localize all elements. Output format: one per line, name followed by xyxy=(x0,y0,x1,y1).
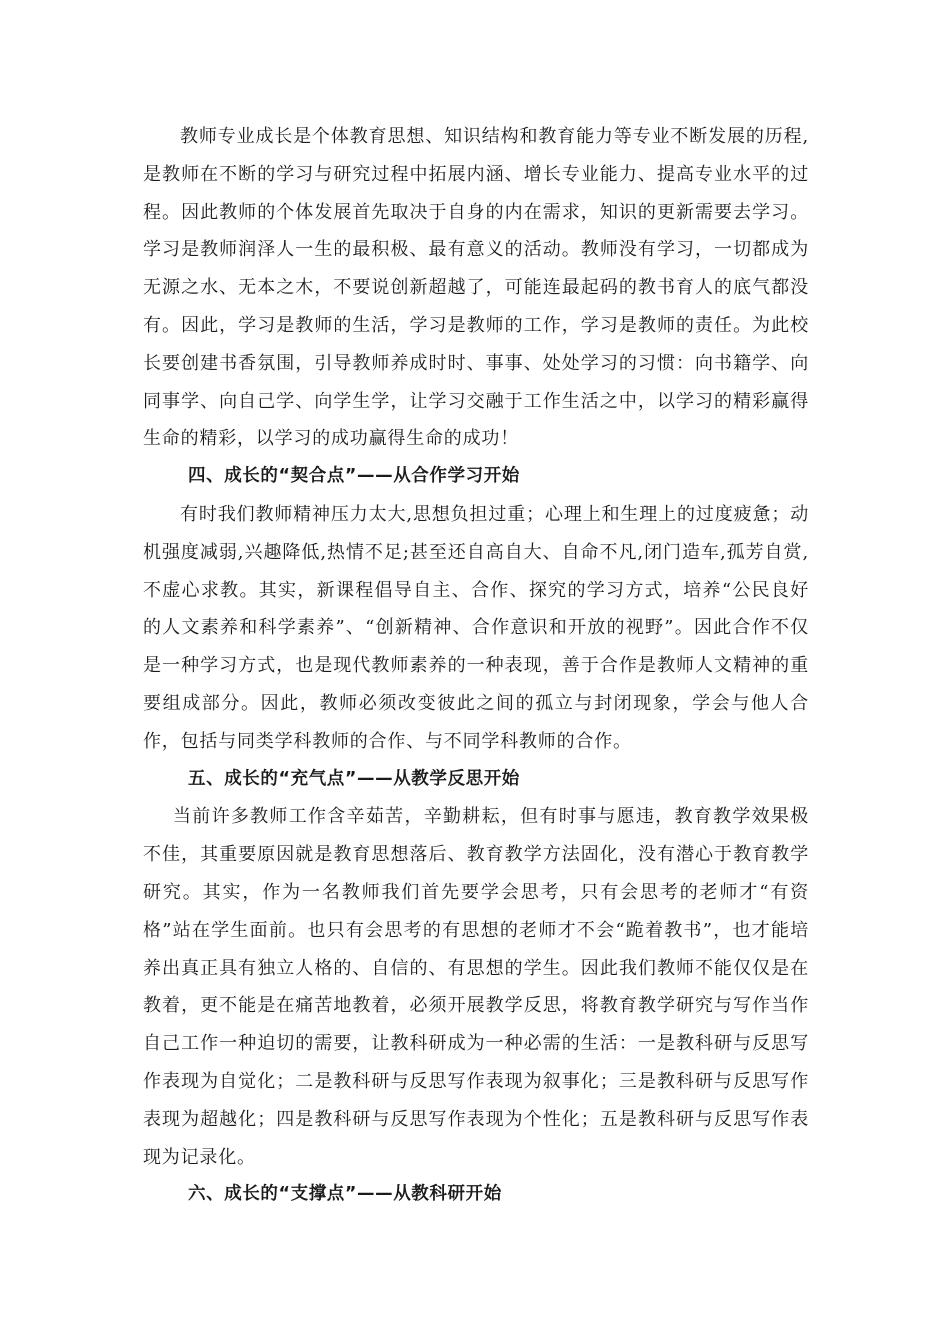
document-page xyxy=(143,118,809,1214)
body-paragraph: 有时我们教师精神压力太大,思想负担过重；心理上和生理上的过度疲惫；动机强度减弱,兴趣降低,热情不足;甚至还自高自大、自命不凡,闭门造车,孤芳自赏,不虚心求教。其实，新课程倡导自主、合作、探究的学习方式，培养“公民良好的人文素养和科学素养”、“创新精神、合作意识和开放的视野”。因此合作不仅是一种学习方式，也是现代教师素养的一种表现，善于合作是教师人文精神的重要组成部分。因此，教师必须改变彼此之间的孤立与封闭现象，学会与他人合作，包括与同类学科教师的合作、与不同学科教师的合作。 xyxy=(143,503,809,752)
body-paragraph: 教师专业成长是个体教育思想、知识结构和教育能力等专业不断发展的历程,是教师在不断的学习与研究过程中拓展内涵、增长专业能力、提高专业水平的过程。因此教师的个体发展首先取决于自身的内在需求，知识的更新需要去学习。学习是教师润泽人一生的最积极、最有意义的活动。教师没有学习，一切都成为无源之水、无本之木，不要说创新超越了，可能连最起码的教书育人的底气都没有。因此，学习是教师的生活，学习是教师的工作，学习是教师的责任。为此校长要创建书香氛围，引导教师养成时时、事事、处处学习的习惯：向书籍学、向同事学、向自己学、向学生学，让学习交融于工作生活之中，以学习的精彩赢得生命的精彩，以学习的成功赢得生命的成功！ xyxy=(143,126,809,450)
section-heading: 六、成长的“支撑点”——从教科研开始 xyxy=(188,1184,502,1205)
section-heading: 五、成长的“充气点”——从教学反思开始 xyxy=(188,768,520,789)
body-paragraph: 当前许多教师工作含辛茹苦，辛勤耕耘，但有时事与愿违，教育教学效果极不佳，其重要原因就是教育思想落后、教育教学方法固化，没有潜心于教育教学研究。其实，作为一名教师我们首先要学会思考，只有会思考的老师才“有资格”站在学生面前。也只有会思考的有思想的老师才不会“跪着教书”，也才能培养出真正具有独立人格的、自信的、有思想的学生。因此我们教师不能仅仅是在教着，更不能是在痛苦地教着，必须开展教学反思，将教育教学研究与写作当作自己工作一种迫切的需要，让教科研成为一种必需的生活：一是教科研与反思写作表现为自觉化；二是教科研与反思写作表现为叙事化；三是教科研与反思写作表现为超越化；四是教科研与反思写作表现为个性化；五是教科研与反思写作表现为记录化。 xyxy=(143,806,809,1168)
section-heading: 四、成长的“契合点”——从合作学习开始 xyxy=(188,466,520,487)
